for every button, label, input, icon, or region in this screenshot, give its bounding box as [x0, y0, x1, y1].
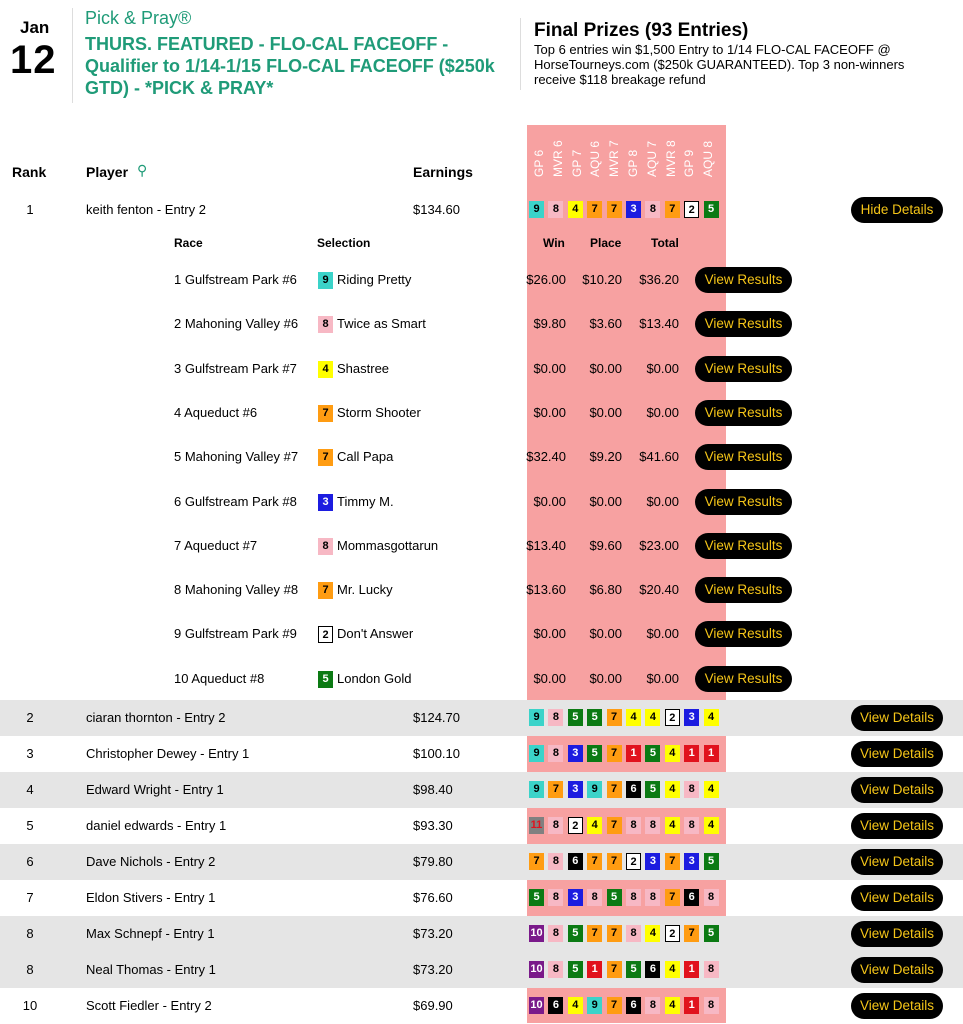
saddle-cloth-number: 3	[626, 201, 641, 218]
detail-total: $13.40	[639, 316, 679, 332]
view-details-button[interactable]: View Details	[851, 993, 943, 1019]
prize-title: Final Prizes (93 Entries)	[534, 20, 749, 41]
player-name[interactable]: Neal Thomas - Entry 1	[86, 962, 216, 977]
saddle-cloth-number: 9	[529, 201, 544, 218]
tournament-name: Pick & Pray®	[85, 8, 192, 28]
view-details-button[interactable]: View Details	[851, 777, 943, 803]
detail-win: $0.00	[533, 360, 566, 376]
earnings-cell: $98.40	[413, 782, 453, 797]
race-label-text: AQU 7	[644, 140, 659, 177]
rank-cell: 3	[26, 746, 34, 761]
detail-horse-name: Mr. Lucky	[337, 582, 393, 598]
earnings-cell: $73.20	[413, 962, 453, 977]
leaderboard-row	[0, 916, 963, 952]
detail-win: $0.00	[533, 626, 566, 642]
saddle-cloth-number: 7	[318, 582, 333, 599]
saddle-cloth-number: 5	[704, 201, 719, 218]
race-label	[530, 131, 545, 191]
saddle-cloth-number: 4	[665, 961, 680, 978]
saddle-cloth-number: 7	[607, 997, 622, 1014]
saddle-cloth-number: 5	[587, 745, 602, 762]
saddle-cloth-number: 7	[607, 925, 622, 942]
detail-total: $41.60	[639, 449, 679, 465]
saddle-cloth-number: 6	[684, 889, 699, 906]
race-label-text: MVR 6	[550, 140, 565, 177]
search-icon[interactable]: ⚲	[137, 162, 148, 178]
detail-place: $6.80	[589, 582, 622, 598]
detail-place: $0.00	[589, 626, 622, 642]
saddle-cloth-number: 4	[665, 745, 680, 762]
saddle-cloth-number: 11	[529, 817, 544, 834]
race-label	[680, 131, 695, 191]
leaderboard-row	[0, 844, 963, 880]
player-name[interactable]: keith fenton - Entry 2	[86, 202, 206, 217]
view-results-button[interactable]: View Results	[695, 267, 792, 293]
saddle-cloth-number: 6	[645, 961, 660, 978]
detail-race: 5 Mahoning Valley #7	[174, 449, 299, 465]
saddle-cloth-number: 10	[529, 997, 544, 1014]
saddle-cloth-number: 5	[529, 889, 544, 906]
detail-race: 3 Gulfstream Park #7	[174, 360, 297, 376]
detail-win: $0.00	[533, 670, 566, 686]
detail-total: $0.00	[646, 626, 679, 642]
saddle-cloth-number: 7	[607, 817, 622, 834]
leaderboard-row	[0, 700, 963, 736]
view-results-button[interactable]: View Results	[695, 356, 792, 382]
saddle-cloth-number: 5	[587, 709, 602, 726]
saddle-cloth-number: 9	[587, 781, 602, 798]
race-header: Race	[174, 236, 203, 250]
race-label-text: GP 8	[626, 149, 640, 177]
detail-race: 1 Gulfstream Park #6	[174, 272, 297, 287]
header-divider	[72, 8, 73, 103]
saddle-cloth-number: 4	[318, 361, 333, 378]
view-results-button[interactable]: View Results	[695, 400, 792, 426]
race-label-text: GP 7	[569, 149, 584, 177]
saddle-cloth-number: 8	[684, 781, 699, 798]
detail-place: $0.00	[589, 404, 622, 420]
prize-description: Top 6 entries win $1,500 Entry to 1/14 FLO-CAL FACEOFF @ HorseTourneys.com ($250k GUARANTEED). Top 3 non-winners receive $118 breakage refund	[534, 42, 905, 87]
saddle-cloth-number: 7	[587, 853, 602, 870]
race-label-text: MVR 7	[607, 140, 622, 177]
saddle-cloth-number: 5	[645, 745, 660, 762]
saddle-cloth-number: 4	[665, 781, 680, 798]
detail-place: $3.60	[589, 316, 622, 332]
saddle-cloth-number: 5	[626, 961, 641, 978]
detail-place: $10.20	[582, 272, 622, 287]
player-name[interactable]: daniel edwards - Entry 1	[86, 818, 227, 833]
saddle-cloth-number: 8	[548, 853, 563, 870]
rank-cell: 10	[22, 998, 38, 1013]
saddle-cloth-number: 8	[318, 538, 333, 555]
saddle-cloth-number: 2	[665, 925, 680, 942]
view-results-button[interactable]: View Results	[695, 444, 792, 470]
race-label	[586, 131, 601, 191]
detail-horse-name: Riding Pretty	[337, 272, 412, 287]
rank-cell: 4	[26, 782, 34, 797]
detail-race: 6 Gulfstream Park #8	[174, 493, 297, 509]
view-details-button[interactable]: View Details	[851, 741, 943, 767]
detail-horse-name: Mommasgottarun	[337, 537, 439, 553]
earnings-cell: $134.60	[413, 202, 460, 217]
saddle-cloth-number: 7	[607, 781, 622, 798]
saddle-cloth-number: 5	[568, 709, 583, 726]
saddle-cloth-number: 3	[684, 709, 699, 726]
leaderboard-row	[0, 736, 963, 772]
detail-race: 4 Aqueduct #6	[174, 404, 258, 420]
saddle-cloth-number: 4	[568, 201, 583, 218]
earnings-cell: $124.70	[413, 710, 460, 725]
saddle-cloth-number: 10	[529, 961, 544, 978]
saddle-cloth-number: 3	[684, 853, 699, 870]
detail-total: $0.00	[646, 404, 679, 420]
detail-horse-name: Don't Answer	[337, 626, 414, 642]
detail-race: 9 Gulfstream Park #9	[174, 626, 297, 642]
saddle-cloth-number: 3	[568, 889, 583, 906]
total-header: Total	[651, 236, 679, 250]
rank-cell: 8	[26, 962, 34, 977]
saddle-cloth-number: 7	[529, 853, 544, 870]
saddle-cloth-number: 8	[645, 997, 660, 1014]
saddle-cloth-number: 3	[568, 781, 583, 798]
saddle-cloth-number: 7	[607, 709, 622, 726]
saddle-cloth-number: 2	[318, 626, 333, 643]
saddle-cloth-number: 1	[684, 997, 699, 1014]
earnings-cell: $73.20	[413, 926, 453, 941]
detail-win: $26.00	[526, 272, 566, 287]
saddle-cloth-number: 5	[645, 781, 660, 798]
detail-horse-name: Twice as Smart	[337, 316, 426, 332]
view-details-button[interactable]: View Details	[851, 705, 943, 731]
saddle-cloth-number: 6	[568, 853, 583, 870]
saddle-cloth-number: 5	[568, 925, 583, 942]
saddle-cloth-number: 7	[665, 889, 680, 906]
detail-win: $32.40	[526, 449, 566, 465]
detail-total: $0.00	[646, 360, 679, 376]
saddle-cloth-number: 5	[318, 671, 333, 688]
detail-place: $0.00	[589, 360, 622, 376]
earnings-cell: $93.30	[413, 818, 453, 833]
leaderboard-row	[0, 988, 963, 1024]
saddle-cloth-number: 7	[587, 925, 602, 942]
view-details-button[interactable]: View Details	[851, 957, 943, 983]
race-label	[549, 131, 564, 191]
hide-details-button[interactable]: Hide Details	[851, 197, 943, 223]
view-details-button[interactable]: View Details	[851, 885, 943, 911]
detail-place: $0.00	[589, 670, 622, 686]
leaderboard-row	[0, 808, 963, 844]
saddle-cloth-number: 3	[318, 494, 333, 511]
detail-place: $9.20	[589, 449, 622, 465]
saddle-cloth-number: 8	[318, 316, 333, 333]
saddle-cloth-number: 4	[665, 997, 680, 1014]
saddle-cloth-number: 7	[587, 201, 602, 218]
saddle-cloth-number: 3	[568, 745, 583, 762]
saddle-cloth-number: 4	[626, 709, 641, 726]
saddle-cloth-number: 5	[704, 925, 719, 942]
detail-race: 2 Mahoning Valley #6	[174, 316, 299, 332]
view-results-button[interactable]: View Results	[695, 621, 792, 647]
saddle-cloth-number: 2	[665, 709, 680, 726]
detail-horse-name: Storm Shooter	[337, 404, 421, 420]
race-label	[662, 131, 677, 191]
rank-cell: 2	[26, 710, 34, 725]
saddle-cloth-number: 7	[548, 781, 563, 798]
saddle-cloth-number: 8	[548, 745, 563, 762]
saddle-cloth-number: 7	[607, 961, 622, 978]
saddle-cloth-number: 8	[704, 961, 719, 978]
player-name[interactable]: Eldon Stivers - Entry 1	[86, 890, 216, 905]
saddle-cloth-number: 4	[568, 997, 583, 1014]
earnings-cell: $79.80	[413, 854, 453, 869]
detail-race: 7 Aqueduct #7	[174, 537, 258, 553]
saddle-cloth-number: 7	[607, 201, 622, 218]
view-results-button[interactable]: View Results	[695, 666, 792, 692]
detail-total: $23.00	[639, 537, 679, 553]
saddle-cloth-number: 8	[548, 817, 563, 834]
rank-cell: 7	[26, 890, 34, 905]
view-results-button[interactable]: View Results	[695, 489, 792, 515]
saddle-cloth-number: 6	[626, 997, 641, 1014]
saddle-cloth-number: 1	[684, 745, 699, 762]
player-name[interactable]: Scott Fiedler - Entry 2	[86, 998, 212, 1013]
leaderboard-row	[0, 952, 963, 988]
view-results-button[interactable]: View Results	[695, 533, 792, 559]
detail-win: $13.40	[526, 537, 566, 553]
detail-win: $0.00	[533, 404, 566, 420]
race-label	[624, 131, 639, 191]
race-label	[643, 131, 658, 191]
saddle-cloth-number: 6	[548, 997, 563, 1014]
saddle-cloth-number: 9	[529, 745, 544, 762]
detail-race: 10 Aqueduct #8	[174, 670, 265, 686]
saddle-cloth-number: 10	[529, 925, 544, 942]
race-label-text: MVR 8	[663, 140, 678, 177]
leaderboard-row	[0, 772, 963, 808]
saddle-cloth-number: 6	[626, 781, 641, 798]
saddle-cloth-number: 8	[626, 817, 641, 834]
saddle-cloth-number: 9	[318, 272, 333, 289]
detail-win: $0.00	[533, 493, 566, 509]
detail-win: $9.80	[533, 316, 566, 332]
detail-total: $20.40	[639, 582, 679, 598]
player-name[interactable]: Max Schnepf - Entry 1	[86, 926, 215, 941]
rank-cell: 5	[26, 818, 34, 833]
saddle-cloth-number: 8	[626, 925, 641, 942]
detail-win: $13.60	[526, 582, 566, 598]
saddle-cloth-number: 7	[665, 853, 680, 870]
saddle-cloth-number: 7	[318, 449, 333, 466]
saddle-cloth-number: 9	[529, 781, 544, 798]
saddle-cloth-number: 2	[568, 817, 583, 834]
race-label-text: GP 9	[682, 149, 697, 177]
player-name[interactable]: Dave Nichols - Entry 2	[86, 854, 216, 869]
saddle-cloth-number: 7	[318, 405, 333, 422]
saddle-cloth-number: 8	[548, 925, 563, 942]
saddle-cloth-number: 7	[665, 201, 680, 218]
earnings-cell: $69.90	[413, 998, 453, 1013]
saddle-cloth-number: 8	[548, 889, 563, 906]
detail-place: $0.00	[589, 493, 622, 509]
saddle-cloth-number: 1	[704, 745, 719, 762]
saddle-cloth-number: 4	[704, 781, 719, 798]
saddle-cloth-number: 4	[645, 925, 660, 942]
earnings-cell: $100.10	[413, 746, 460, 761]
saddle-cloth-number: 8	[548, 201, 563, 218]
race-column-headers	[527, 125, 726, 195]
rank-cell: 6	[26, 854, 34, 869]
saddle-cloth-number: 8	[626, 889, 641, 906]
saddle-cloth-number: 7	[684, 925, 699, 942]
leaderboard-row	[0, 192, 963, 228]
player-name[interactable]: Edward Wright - Entry 1	[86, 782, 224, 797]
leaderboard-row	[0, 880, 963, 916]
saddle-cloth-number: 1	[626, 745, 641, 762]
header-divider-2	[520, 18, 521, 90]
detail-horse-name: Call Papa	[337, 449, 394, 465]
detail-total: $0.00	[646, 493, 679, 509]
view-results-button[interactable]: View Results	[695, 311, 792, 337]
saddle-cloth-number: 4	[704, 709, 719, 726]
earnings-cell: $76.60	[413, 890, 453, 905]
race-label	[699, 131, 714, 191]
detail-total: $0.00	[646, 670, 679, 686]
earnings-column-header: Earnings	[413, 164, 473, 180]
saddle-cloth-number: 8	[548, 961, 563, 978]
saddle-cloth-number: 8	[645, 201, 660, 218]
saddle-cloth-number: 8	[645, 817, 660, 834]
saddle-cloth-number: 5	[607, 889, 622, 906]
detail-horse-name: London Gold	[337, 670, 412, 686]
saddle-cloth-number: 8	[587, 889, 602, 906]
date-month: Jan	[20, 18, 50, 37]
saddle-cloth-number: 4	[587, 817, 602, 834]
player-name[interactable]: ciaran thornton - Entry 2	[86, 710, 226, 725]
view-details-button[interactable]: View Details	[851, 849, 943, 875]
win-header: Win	[543, 236, 565, 250]
selection-header: Selection	[317, 236, 371, 250]
race-label	[568, 131, 583, 191]
saddle-cloth-number: 2	[684, 201, 699, 218]
saddle-cloth-number: 7	[607, 745, 622, 762]
player-column-header: Player	[86, 164, 129, 180]
saddle-cloth-number: 2	[626, 853, 641, 870]
saddle-cloth-number: 1	[684, 961, 699, 978]
rank-cell: 8	[26, 926, 34, 941]
place-header: Place	[590, 236, 622, 250]
saddle-cloth-number: 9	[529, 709, 544, 726]
saddle-cloth-number: 3	[645, 853, 660, 870]
saddle-cloth-number: 8	[684, 817, 699, 834]
saddle-cloth-number: 4	[665, 817, 680, 834]
saddle-cloth-number: 8	[704, 889, 719, 906]
player-name[interactable]: Christopher Dewey - Entry 1	[86, 746, 250, 761]
rank-cell: 1	[26, 202, 34, 217]
saddle-cloth-number: 1	[587, 961, 602, 978]
saddle-cloth-number: 5	[568, 961, 583, 978]
detail-horse-name: Timmy M.	[337, 493, 394, 509]
view-results-button[interactable]: View Results	[695, 577, 792, 603]
race-label-text: GP 6	[532, 149, 546, 177]
saddle-cloth-number: 4	[704, 817, 719, 834]
detail-race: 8 Mahoning Valley #8	[174, 582, 299, 598]
saddle-cloth-number: 8	[548, 709, 563, 726]
saddle-cloth-number: 9	[587, 997, 602, 1014]
race-label-text: AQU 8	[701, 140, 716, 177]
race-label-text: AQU 6	[588, 140, 603, 177]
saddle-cloth-number: 8	[645, 889, 660, 906]
date-day: 12	[10, 38, 57, 82]
detail-place: $9.60	[589, 537, 622, 553]
saddle-cloth-number: 5	[704, 853, 719, 870]
saddle-cloth-number: 7	[607, 853, 622, 870]
view-details-button[interactable]: View Details	[851, 813, 943, 839]
detail-horse-name: Shastree	[337, 360, 390, 376]
view-details-button[interactable]: View Details	[851, 921, 943, 947]
saddle-cloth-number: 8	[704, 997, 719, 1014]
detail-total: $36.20	[639, 272, 679, 287]
race-label	[605, 131, 620, 191]
rank-column-header: Rank	[12, 164, 47, 180]
saddle-cloth-number: 4	[645, 709, 660, 726]
tournament-subtitle: THURS. FEATURED - FLO-CAL FACEOFF - Qualifier to 1/14-1/15 FLO-CAL FACEOFF ($250k GTD) - *PICK & PRAY*	[85, 34, 495, 98]
